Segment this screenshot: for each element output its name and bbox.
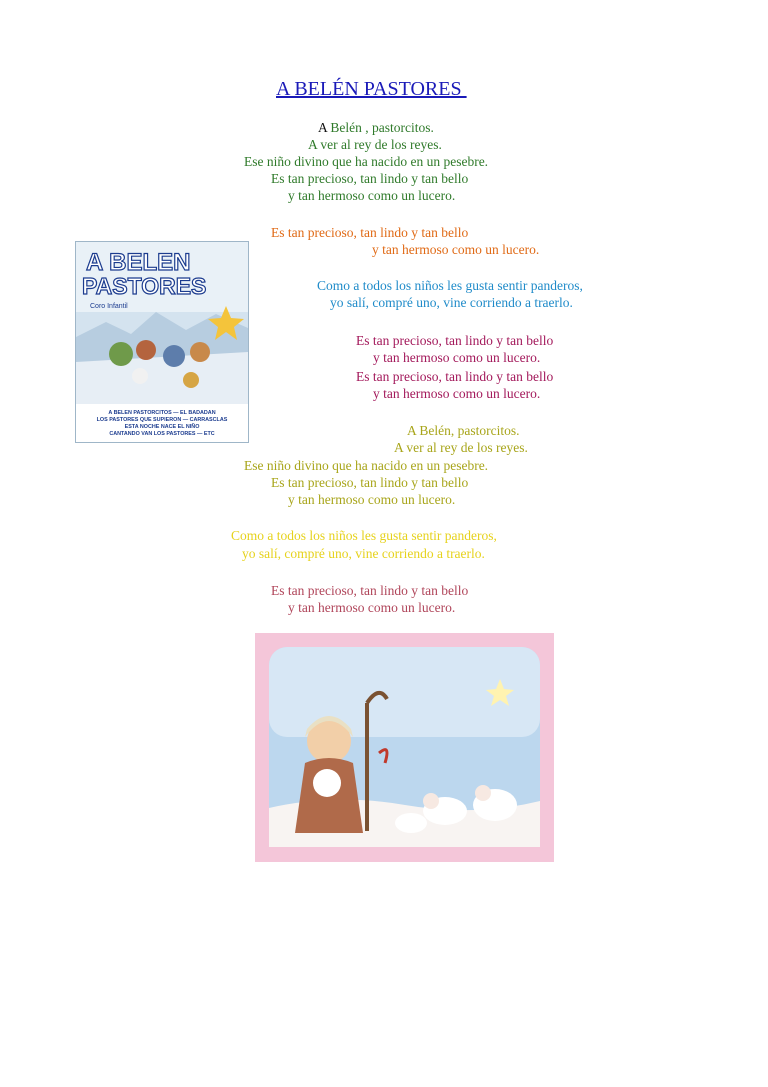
album-cover-image	[75, 241, 249, 443]
verse-line: yo salí, compré uno, vine corriendo a traerlo.	[242, 546, 485, 561]
album-subtitle: Coro Infantil	[90, 303, 128, 310]
verse-line: A Belén, pastorcitos.	[407, 423, 520, 438]
verse-line: A ver al rey de los reyes.	[308, 137, 442, 152]
page-title: A BELÉN PASTORES	[276, 78, 467, 100]
verse-line: yo salí, compré uno, vine corriendo a traerlo.	[330, 295, 573, 310]
album-title-line1: A BELEN	[86, 249, 191, 276]
verse-line: y tan hermoso como un lucero.	[288, 600, 456, 615]
verse-line	[318, 120, 434, 136]
verse-line: Ese niño divino que ha nacido en un pesebre.	[244, 458, 489, 473]
album-track: CANTANDO VAN LOS PASTORES — ETC	[109, 431, 215, 437]
verse-line: Ese niño divino que ha nacido en un pesebre.	[244, 154, 489, 169]
shepherd-illustration	[255, 633, 554, 862]
album-track: A BELEN PASTORCITOS — EL BADADAN	[108, 410, 216, 416]
verse-line: A ver al rey de los reyes.	[394, 440, 528, 455]
album-track: ESTA NOCHE NACE EL NIÑO	[124, 424, 200, 430]
album-track: LOS PASTORES QUE SUPIERON — CARRASCLAS	[96, 417, 228, 423]
verse-line: Es tan precioso, tan lindo y tan bello	[356, 369, 554, 384]
album-cover-art	[76, 242, 248, 442]
verse-line: Es tan precioso, tan lindo y tan bello	[271, 225, 469, 240]
verse-line-part: Belén , pastorcitos.	[327, 120, 434, 135]
verse-line: y tan hermoso como un lucero.	[288, 188, 456, 203]
verse-line: y tan hermoso como un lucero.	[288, 492, 456, 507]
verse-line: y tan hermoso como un lucero.	[373, 350, 541, 365]
verse-line: Es tan precioso, tan lindo y tan bello	[271, 171, 469, 186]
verse-line: y tan hermoso como un lucero.	[372, 242, 540, 257]
verse-line: Es tan precioso, tan lindo y tan bello	[271, 583, 469, 598]
verse-line: y tan hermoso como un lucero.	[373, 386, 541, 401]
verse-line-part: A	[318, 120, 328, 135]
verse-line: Como a todos los niños les gusta sentir panderos,	[231, 528, 497, 543]
album-title-line2: PASTORES	[82, 273, 207, 299]
shepherd-art	[255, 633, 554, 862]
verse-line: Es tan precioso, tan lindo y tan bello	[271, 475, 469, 490]
verse-line: Como a todos los niños les gusta sentir panderos,	[317, 278, 583, 293]
verse-line: Es tan precioso, tan lindo y tan bello	[356, 333, 554, 348]
